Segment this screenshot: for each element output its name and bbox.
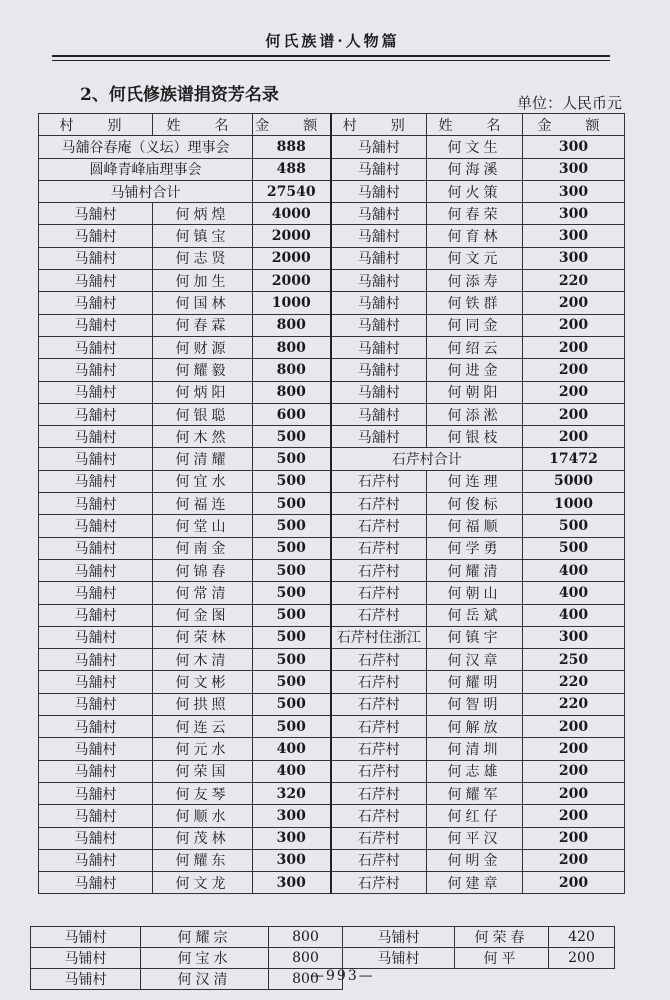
donor-name: 何南金	[153, 537, 253, 559]
organization-name: 马舖谷春庵（义坛）理事会	[39, 136, 253, 158]
donation-amount: 500	[253, 515, 331, 537]
table-row	[31, 927, 615, 948]
table-row	[39, 158, 625, 180]
column-header: 村 别	[331, 114, 427, 136]
table-row	[39, 180, 625, 202]
donation-amount: 300	[523, 225, 625, 247]
table-row	[39, 805, 625, 827]
village-name: 马舖村	[331, 270, 427, 292]
donor-name: 何清耀	[153, 448, 253, 470]
village-name: 石芹村	[331, 827, 427, 849]
village-name: 马舖村	[39, 247, 153, 269]
village-name: 马舖村	[39, 738, 153, 760]
donation-amount: 500	[523, 515, 625, 537]
donation-amount: 200	[523, 403, 625, 425]
donation-amount: 200	[523, 426, 625, 448]
donation-amount: 200	[523, 738, 625, 760]
donation-amount: 500	[253, 493, 331, 515]
donation-amount: 200	[523, 782, 625, 804]
donation-amount: 400	[253, 738, 331, 760]
donation-amount: 888	[253, 136, 331, 158]
donor-name: 何平汉	[427, 827, 523, 849]
table-row	[39, 403, 625, 425]
donation-amount: 500	[253, 604, 331, 626]
table-row	[31, 948, 615, 969]
donor-name: 何拱照	[153, 693, 253, 715]
table-row	[39, 225, 625, 247]
table-row	[39, 359, 625, 381]
table-row	[39, 270, 625, 292]
donor-name: 何汉章	[427, 649, 523, 671]
donation-amount: 2000	[253, 270, 331, 292]
donor-name: 何岳斌	[427, 604, 523, 626]
table-row	[39, 582, 625, 604]
donation-amount	[549, 969, 615, 990]
donor-name: 何国林	[153, 292, 253, 314]
donor-name: 何文生	[427, 136, 523, 158]
donor-name: 何顺水	[153, 805, 253, 827]
village-name: 马舖村	[331, 136, 427, 158]
donation-amount: 250	[523, 649, 625, 671]
village-name: 石芹村	[331, 582, 427, 604]
village-name: 马舖村	[39, 537, 153, 559]
village-name: 石芹村	[331, 760, 427, 782]
village-name: 马舖村	[39, 403, 153, 425]
village-name: 石芹村	[331, 649, 427, 671]
table-row	[39, 136, 625, 158]
donor-name: 何耀东	[153, 849, 253, 871]
donor-name: 何炳阳	[153, 381, 253, 403]
village-name: 马舖村	[39, 448, 153, 470]
donor-name: 何镇宇	[427, 626, 523, 648]
table-row	[39, 448, 625, 470]
donor-name: 何银聪	[153, 403, 253, 425]
village-name: 石芹村	[331, 559, 427, 581]
donation-amount: 2000	[253, 247, 331, 269]
village-name: 马舖村	[39, 626, 153, 648]
donor-name: 何连理	[427, 470, 523, 492]
donation-amount: 200	[523, 760, 625, 782]
village-name: 马舖村	[39, 203, 153, 225]
donation-amount: 500	[523, 537, 625, 559]
donation-amount: 300	[523, 136, 625, 158]
village-name: 马铺村	[343, 948, 455, 969]
donation-amount: 2000	[253, 225, 331, 247]
donor-name: 何育林	[427, 225, 523, 247]
donor-name: 何宝水	[141, 948, 269, 969]
donation-amount: 300	[523, 247, 625, 269]
table-row	[39, 693, 625, 715]
table-row	[39, 872, 625, 894]
donor-name: 何耀宗	[141, 927, 269, 948]
donation-amount: 500	[253, 671, 331, 693]
donor-name: 何火策	[427, 180, 523, 202]
table-row	[39, 604, 625, 626]
donation-amount: 220	[523, 693, 625, 715]
village-name: 马舖村	[39, 872, 153, 894]
donation-amount: 500	[253, 537, 331, 559]
village-name: 马舖村	[331, 247, 427, 269]
village-name: 马铺村	[31, 969, 141, 990]
subtotal-label: 石芹村合计	[331, 448, 523, 470]
donation-amount: 400	[523, 604, 625, 626]
donation-amount: 5000	[523, 470, 625, 492]
table-row	[39, 760, 625, 782]
village-name: 马铺村	[343, 927, 455, 948]
village-name: 马舖村	[39, 426, 153, 448]
table-row	[39, 649, 625, 671]
village-name: 石芹村	[331, 782, 427, 804]
village-name: 石芹村	[331, 805, 427, 827]
donor-name: 何金图	[153, 604, 253, 626]
donor-name: 何春霖	[153, 314, 253, 336]
donor-name: 何银枝	[427, 426, 523, 448]
donation-amount: 500	[253, 716, 331, 738]
header-rule	[52, 55, 610, 57]
section-title: 2、何氏修族谱捐资芳名录	[80, 85, 279, 105]
donation-amount: 500	[253, 582, 331, 604]
donation-amount: 200	[523, 805, 625, 827]
village-name: 石芹村	[331, 849, 427, 871]
donation-amount: 800	[253, 359, 331, 381]
donation-amount: 400	[253, 760, 331, 782]
table-row	[39, 671, 625, 693]
donation-amount: 500	[253, 626, 331, 648]
donor-name: 何荣春	[455, 927, 549, 948]
page-number: —993—	[310, 968, 375, 984]
village-name: 马舖村	[39, 805, 153, 827]
village-name: 马舖村	[331, 381, 427, 403]
village-name: 马铺村	[31, 927, 141, 948]
village-name: 马舖村	[331, 403, 427, 425]
donation-amount: 4000	[253, 203, 331, 225]
donor-name: 何平	[455, 948, 549, 969]
village-name: 马舖村	[39, 582, 153, 604]
donation-amount: 800	[253, 314, 331, 336]
donor-name: 何汉清	[141, 969, 269, 990]
village-name: 石芹村	[331, 693, 427, 715]
table-row	[39, 626, 625, 648]
village-name: 马舖村	[39, 292, 153, 314]
donation-amount: 600	[253, 403, 331, 425]
organization-name: 圆峰青峰庙理事会	[39, 158, 253, 180]
donation-amount: 300	[253, 872, 331, 894]
donation-amount: 300	[253, 827, 331, 849]
donor-name: 何木然	[153, 426, 253, 448]
donor-name: 何锦春	[153, 559, 253, 581]
page-header-title: 何氏族谱·人物篇	[265, 32, 400, 50]
donation-amount: 500	[253, 470, 331, 492]
donor-name: 何明金	[427, 849, 523, 871]
village-name: 石芹村	[331, 671, 427, 693]
donation-amount: 200	[523, 849, 625, 871]
table-row	[39, 515, 625, 537]
table-row	[39, 470, 625, 492]
table-row	[39, 827, 625, 849]
village-name: 马舖村	[39, 604, 153, 626]
header-rule-thin	[52, 60, 610, 61]
village-name: 石芹村	[331, 515, 427, 537]
village-name: 马舖村	[331, 426, 427, 448]
village-name: 马舖村	[39, 849, 153, 871]
donor-name: 何添淞	[427, 403, 523, 425]
donation-amount: 1000	[523, 493, 625, 515]
donor-name: 何木清	[153, 649, 253, 671]
donation-amount: 320	[253, 782, 331, 804]
donation-amount: 200	[523, 359, 625, 381]
village-name: 石芹村	[331, 537, 427, 559]
donor-name: 何朝阳	[427, 381, 523, 403]
donor-table-body	[39, 114, 625, 894]
village-name: 马舖村	[39, 716, 153, 738]
donor-table	[38, 113, 625, 894]
village-name: 马舖村	[39, 827, 153, 849]
table-row	[39, 247, 625, 269]
village-name: 石芹村	[331, 738, 427, 760]
donor-name: 何海溪	[427, 158, 523, 180]
table-row	[39, 738, 625, 760]
donation-amount: 420	[549, 927, 615, 948]
donor-name: 何志雄	[427, 760, 523, 782]
village-name: 石芹村	[331, 470, 427, 492]
village-name: 马舖村	[39, 693, 153, 715]
donor-name: 何镇宝	[153, 225, 253, 247]
donation-amount: 800	[269, 948, 343, 969]
column-header: 姓 名	[153, 114, 253, 136]
donation-amount: 400	[523, 582, 625, 604]
donor-name: 何加生	[153, 270, 253, 292]
donor-name: 何福顺	[427, 515, 523, 537]
donor-name: 何福连	[153, 493, 253, 515]
donation-amount: 500	[253, 448, 331, 470]
village-name: 马舖村	[39, 760, 153, 782]
donor-name: 何学勇	[427, 537, 523, 559]
donation-amount: 300	[523, 158, 625, 180]
village-name: 石芹村	[331, 716, 427, 738]
donation-amount: 500	[253, 649, 331, 671]
donation-amount: 300	[253, 849, 331, 871]
donation-amount: 500	[253, 426, 331, 448]
donation-amount: 800	[253, 381, 331, 403]
donor-name: 何荣林	[153, 626, 253, 648]
donation-amount: 300	[523, 203, 625, 225]
unit-label: 单位：人民币元	[516, 94, 622, 112]
village-name: 石芹村	[331, 604, 427, 626]
column-header: 金 额	[523, 114, 625, 136]
village-name: 马舖村	[331, 292, 427, 314]
column-header: 金 额	[253, 114, 331, 136]
village-name: 石芹村住浙江	[331, 626, 427, 648]
donation-amount: 800	[269, 927, 343, 948]
table-row	[39, 716, 625, 738]
village-name: 马舖村	[39, 470, 153, 492]
village-name: 石芹村	[331, 493, 427, 515]
village-name: 马舖村	[331, 203, 427, 225]
donor-name: 何堂山	[153, 515, 253, 537]
donation-amount: 1000	[253, 292, 331, 314]
village-name: 马舖村	[39, 649, 153, 671]
donor-name: 何常清	[153, 582, 253, 604]
table-header-row	[39, 114, 625, 136]
donation-amount: 200	[523, 292, 625, 314]
donor-name: 何进金	[427, 359, 523, 381]
table-row	[39, 292, 625, 314]
village-name: 马舖村	[39, 381, 153, 403]
table-row	[39, 203, 625, 225]
donor-name: 何财源	[153, 336, 253, 358]
donor-name: 何耀清	[427, 559, 523, 581]
village-name: 马舖村	[39, 270, 153, 292]
donor-name: 何文龙	[153, 872, 253, 894]
donor-name: 何俊标	[427, 493, 523, 515]
donor-name: 何解放	[427, 716, 523, 738]
donor-name: 何清圳	[427, 738, 523, 760]
donor-name: 何智明	[427, 693, 523, 715]
village-name: 马舖村	[39, 671, 153, 693]
subtotal-amount: 17472	[523, 448, 625, 470]
donor-name: 何绍云	[427, 336, 523, 358]
donation-amount: 500	[253, 559, 331, 581]
donation-amount: 400	[523, 559, 625, 581]
donation-amount: 200	[523, 314, 625, 336]
organization-name: 马铺村合计	[39, 180, 253, 202]
table-row	[39, 426, 625, 448]
donor-name: 何铁群	[427, 292, 523, 314]
donor-name: 何建章	[427, 872, 523, 894]
donation-amount: 300	[523, 180, 625, 202]
donor-name: 何耀军	[427, 782, 523, 804]
table-row	[39, 381, 625, 403]
donor-name: 何宜水	[153, 470, 253, 492]
donor-name: 何文元	[427, 247, 523, 269]
donation-amount: 200	[523, 381, 625, 403]
table-row	[39, 537, 625, 559]
donation-amount: 27540	[253, 180, 331, 202]
table-row	[39, 493, 625, 515]
column-header: 村 别	[39, 114, 153, 136]
village-name: 马舖村	[331, 359, 427, 381]
table-row	[39, 849, 625, 871]
village-name: 马舖村	[39, 225, 153, 247]
table-row	[39, 782, 625, 804]
donor-name: 何耀毅	[153, 359, 253, 381]
village-name: 马舖村	[39, 359, 153, 381]
village-name: 马舖村	[39, 493, 153, 515]
donation-amount: 220	[523, 270, 625, 292]
table-row	[39, 336, 625, 358]
village-name: 石芹村	[331, 872, 427, 894]
donor-name: 何添寿	[427, 270, 523, 292]
donation-amount: 800	[253, 336, 331, 358]
table-row	[39, 314, 625, 336]
village-name: 马舖村	[39, 782, 153, 804]
column-header: 姓 名	[427, 114, 523, 136]
donation-amount: 200	[523, 872, 625, 894]
village-name: 马舖村	[331, 314, 427, 336]
donor-name: 何茂林	[153, 827, 253, 849]
village-name: 马舖村	[39, 559, 153, 581]
donation-amount: 488	[253, 158, 331, 180]
donation-amount: 300	[253, 805, 331, 827]
donor-name: 何耀明	[427, 671, 523, 693]
donor-name: 何同金	[427, 314, 523, 336]
donation-amount: 220	[523, 671, 625, 693]
donation-amount: 500	[253, 693, 331, 715]
donor-name	[455, 969, 549, 990]
donor-name: 何元水	[153, 738, 253, 760]
village-name: 马铺村	[31, 948, 141, 969]
donor-name: 何志贤	[153, 247, 253, 269]
village-name: 马舖村	[39, 336, 153, 358]
donation-amount: 300	[523, 626, 625, 648]
village-name: 马舖村	[331, 158, 427, 180]
donor-name: 何荣国	[153, 760, 253, 782]
donor-name: 何文彬	[153, 671, 253, 693]
village-name: 马舖村	[39, 314, 153, 336]
donor-name: 何红仔	[427, 805, 523, 827]
village-name: 马舖村	[331, 225, 427, 247]
donor-name: 何春荣	[427, 203, 523, 225]
village-name: 马舖村	[331, 336, 427, 358]
donation-amount: 200	[523, 827, 625, 849]
donation-amount: 200	[523, 716, 625, 738]
donation-amount: 200	[549, 948, 615, 969]
donation-amount: 200	[523, 336, 625, 358]
donor-name: 何连云	[153, 716, 253, 738]
village-name: 马舖村	[331, 180, 427, 202]
donor-name: 何炳煌	[153, 203, 253, 225]
table-row	[39, 559, 625, 581]
donor-name: 何友琴	[153, 782, 253, 804]
village-name: 马舖村	[39, 515, 153, 537]
donation-amount: 800	[269, 969, 343, 990]
donor-name: 何朝山	[427, 582, 523, 604]
